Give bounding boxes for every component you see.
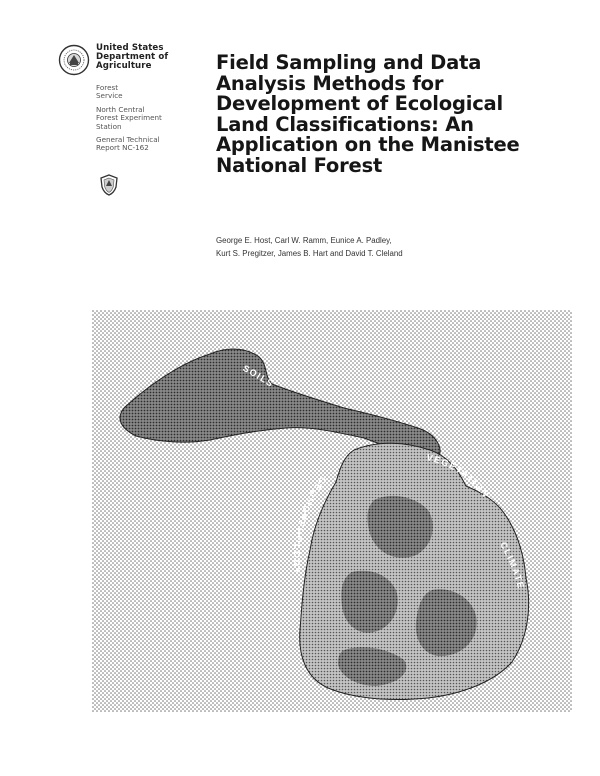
station-line: North Central (96, 104, 145, 114)
station-name (96, 106, 196, 131)
report-line: General Technical (96, 135, 160, 145)
author-line: George E. Host, Carl W. Ramm, Eunice A. Padley, (216, 236, 392, 245)
author-list (216, 234, 546, 260)
department-line: Department of (96, 52, 169, 62)
author-line: Kurt S. Pregitzer, James B. Hart and David T. Cleland (216, 249, 403, 258)
usda-seal-icon (58, 44, 90, 76)
service-line: Forest (96, 83, 119, 92)
report-number (96, 136, 196, 153)
title-line: Field Sampling and Data (216, 51, 482, 74)
report-title (216, 53, 586, 177)
title-line: National Forest (216, 153, 383, 177)
vegetation-label: VEGETATION (425, 452, 492, 500)
service-line: Service (96, 91, 123, 101)
agency-details (96, 84, 196, 158)
geomorphology-label: GEOMORPHOLOGY (291, 474, 329, 576)
michigan-map-illustration (92, 310, 572, 712)
station-line: Station (96, 121, 122, 131)
station-line: Forest Experiment (96, 113, 162, 123)
service-name (96, 84, 196, 101)
department-name (96, 44, 196, 71)
department-line: United States (96, 43, 164, 53)
report-line: Report NC-162 (96, 143, 149, 153)
title-line: Land Classifications: An (216, 112, 474, 136)
title-line: Development of Ecological (216, 92, 503, 116)
department-line: Agriculture (96, 61, 152, 71)
title-line: Application on the Manistee (216, 133, 520, 157)
forest-service-shield-icon (100, 174, 118, 196)
title-line: Analysis Methods for (216, 71, 444, 95)
climate-label: CLIMATE (498, 540, 527, 591)
soils-label: SOILS (241, 363, 277, 390)
